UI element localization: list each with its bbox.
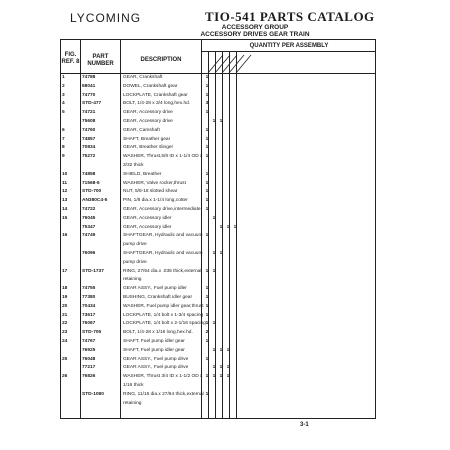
quantity-cell: 1 bbox=[212, 268, 216, 274]
fig-ref-cell: 2 bbox=[62, 83, 65, 89]
description-cell: LOCKPLATE, 1/4 bolt x 1-3/4 spacing bbox=[123, 312, 204, 318]
table-row bbox=[61, 276, 375, 283]
quantity-cell: 3 bbox=[205, 101, 209, 107]
quantity-cell: 1 bbox=[205, 339, 209, 344]
quantity-cell: 1 bbox=[205, 154, 209, 160]
description-cell: SHAFT, Breather gear bbox=[123, 136, 171, 142]
quantity-cell: 1 bbox=[205, 171, 209, 177]
quantity-cell: 1 bbox=[205, 127, 209, 133]
part-number-cell: 77380 bbox=[82, 295, 96, 300]
fig-ref-cell: 25 bbox=[62, 356, 68, 362]
fig-ref-cell: 15 bbox=[62, 215, 68, 221]
part-number-cell: STD-1080 bbox=[82, 391, 104, 397]
fig-ref-cell: 18 bbox=[62, 286, 68, 292]
fig-ref-cell: 16 bbox=[62, 233, 68, 239]
table-row bbox=[61, 312, 375, 319]
table-row bbox=[61, 153, 375, 160]
description-cell: WASHER, Thrust,5/8 ID x 1-1/4 OD x bbox=[123, 154, 203, 160]
fig-ref-cell: 21 bbox=[62, 312, 68, 318]
part-number-cell: 77217 bbox=[82, 365, 96, 371]
table-row bbox=[61, 294, 375, 301]
quantity-cell: 1 bbox=[205, 233, 209, 239]
fig-ref-cell: 9 bbox=[62, 154, 65, 160]
part-number-cell: 76048 bbox=[82, 356, 96, 362]
quantity-cell: 1 bbox=[205, 391, 209, 397]
quantity-cell: 1 bbox=[219, 251, 223, 256]
quantity-cell: 1 bbox=[219, 365, 223, 371]
description-cell: GEAR ASSY., Fuel pump drive bbox=[123, 356, 189, 362]
part-number-cell: 76067 bbox=[82, 321, 96, 327]
description-cell: BUSHING, Crankshaft idler gear bbox=[123, 295, 193, 300]
parts-table bbox=[60, 39, 376, 419]
table-row bbox=[61, 109, 375, 116]
description-cell: GEAR, Accessory drive,intermediate bbox=[123, 207, 201, 212]
part-number-cell: 76826 bbox=[82, 374, 96, 380]
description-cell: WASHER, Valve rocker,thrust bbox=[123, 180, 186, 186]
part-number-cell: 75272 bbox=[82, 154, 96, 160]
part-number-cell: STD-700 bbox=[82, 189, 102, 195]
table-row bbox=[61, 188, 375, 195]
part-number-cell: 76045 bbox=[82, 215, 96, 221]
table-row bbox=[61, 206, 375, 213]
description-cell: pump drive bbox=[123, 242, 147, 248]
part-number-cell: 73617 bbox=[82, 312, 96, 318]
description-cell: GEAR, Accessory idler bbox=[123, 224, 172, 230]
quantity-cell: 1 bbox=[233, 224, 237, 230]
description-cell: WASHER, Thrust 3/4 ID x 1-1/2 OD x bbox=[123, 374, 203, 380]
description-cell: GEAR, Breather slinger bbox=[123, 145, 174, 151]
quantity-cell: 1 bbox=[219, 374, 223, 380]
table-row bbox=[61, 92, 375, 99]
table-row bbox=[61, 400, 375, 407]
fig-ref-cell: 1 bbox=[62, 75, 65, 80]
table-row bbox=[61, 162, 375, 169]
part-number-cell: 68041 bbox=[82, 83, 96, 89]
quantity-cell: 1 bbox=[212, 321, 216, 327]
part-number-cell: 74858 bbox=[82, 171, 96, 177]
col-header-desc: DESCRIPTION bbox=[140, 57, 182, 63]
quantity-cell: 1 bbox=[205, 110, 209, 116]
description-cell: GEAR ASSY., Fuel pump idler bbox=[123, 286, 187, 292]
part-number-cell: 70434 bbox=[82, 303, 96, 309]
table-row bbox=[61, 373, 375, 380]
table-row bbox=[61, 241, 375, 248]
table-row bbox=[61, 118, 375, 125]
part-number-cell: STD-1737 bbox=[82, 268, 104, 274]
part-number-cell: AN380C4-5 bbox=[82, 198, 108, 204]
fig-ref-cell: 17 bbox=[62, 268, 68, 274]
fig-ref-cell: 3 bbox=[62, 92, 65, 98]
table-row bbox=[61, 180, 375, 187]
part-number-cell: 75608 bbox=[82, 119, 96, 124]
quantity-cell: 1 bbox=[205, 312, 209, 318]
part-number-cell: 74788 bbox=[82, 75, 96, 80]
table-row bbox=[61, 391, 375, 398]
description-cell: BOLT, 1/4-28 x 3/4 long,hex.hd. bbox=[123, 101, 191, 107]
page-number: 3-1 bbox=[300, 422, 309, 428]
table-row bbox=[61, 197, 375, 204]
description-cell: GEAR, Accessory idler bbox=[123, 215, 172, 221]
description-cell: PIN, 1/8 dia.x 1-1/4 long,cotter bbox=[123, 198, 188, 204]
table-row bbox=[61, 136, 375, 143]
table-row bbox=[61, 127, 375, 134]
quantity-cell: 1 bbox=[205, 321, 209, 327]
table-row bbox=[61, 74, 375, 81]
quantity-cell: 1 bbox=[205, 180, 209, 186]
description-cell: SHAFT, Fuel pump idler gear bbox=[123, 339, 185, 344]
description-cell: WASHER, Fuel pump idler gear,thrust bbox=[123, 303, 204, 309]
quantity-cell: 1 bbox=[205, 356, 209, 362]
fig-ref-cell: 8 bbox=[62, 145, 65, 151]
quantity-cell: 1 bbox=[205, 207, 209, 212]
part-number-cell: 74749 bbox=[82, 233, 96, 239]
table-row bbox=[61, 83, 375, 90]
header-subtitle: ACCESSORY GROUP bbox=[221, 24, 289, 31]
quantity-cell: 1 bbox=[219, 119, 223, 124]
fig-ref-cell: 10 bbox=[62, 171, 68, 177]
quantity-cell: 1 bbox=[205, 268, 209, 274]
description-cell: pump drive bbox=[123, 259, 147, 265]
part-number-cell: 74722 bbox=[82, 207, 96, 212]
table-row bbox=[61, 347, 375, 354]
table-row bbox=[61, 320, 375, 327]
quantity-cell: 1 bbox=[226, 347, 230, 353]
fig-ref-cell: 19 bbox=[62, 295, 68, 300]
quantity-cell: 1 bbox=[212, 119, 216, 124]
header-subtitle-2: ACCESSORY DRIVES GEAR TRAIN bbox=[200, 31, 310, 38]
table-row bbox=[61, 250, 375, 257]
part-number-cell: 74857 bbox=[82, 136, 96, 142]
col-header-part: PART NUMBER bbox=[87, 54, 114, 67]
table-row bbox=[61, 356, 375, 363]
description-cell: GEAR, Camshaft bbox=[123, 127, 160, 133]
description-cell: SHIELD, Breather bbox=[123, 171, 162, 177]
table-row bbox=[61, 224, 375, 231]
description-cell: retaining bbox=[123, 277, 142, 283]
part-number-cell: 76925 bbox=[82, 347, 96, 353]
quantity-cell: 1 bbox=[205, 374, 209, 380]
part-number-cell: 76096 bbox=[82, 251, 96, 256]
fig-ref-cell: 4 bbox=[62, 101, 65, 107]
description-cell: retaining bbox=[123, 400, 142, 406]
description-cell: SHAFT, Fuel pump idler gear bbox=[123, 347, 185, 353]
fig-ref-cell: 11 bbox=[62, 180, 68, 186]
description-cell: SHAFTGEAR, Hydraulic and vacuum bbox=[123, 251, 203, 256]
table-row bbox=[61, 259, 375, 266]
quantity-cell: 1 bbox=[205, 189, 209, 195]
quantity-cell: 1 bbox=[205, 75, 209, 80]
fig-ref-cell: 5 bbox=[62, 110, 65, 116]
fig-ref-cell: 24 bbox=[62, 339, 68, 344]
quantity-cell: 1 bbox=[226, 365, 230, 371]
description-cell: BOLT, 1/4-28 x 1/16 long,hex.hd. bbox=[123, 330, 193, 336]
quantity-cell: 1 bbox=[205, 303, 209, 309]
description-cell: LOCKPLATE, 1/4 bolt x 2-1/16 spacing bbox=[123, 321, 206, 327]
description-cell: GEAR, Crankshaft bbox=[123, 75, 163, 80]
table-row bbox=[61, 382, 375, 389]
part-number-cell: 74767 bbox=[82, 339, 96, 344]
part-number-cell: 70834 bbox=[82, 145, 96, 151]
description-cell: GEAR, Accessory drive bbox=[123, 110, 173, 116]
fig-ref-cell: 23 bbox=[62, 330, 68, 336]
fig-ref-cell: 13 bbox=[62, 198, 68, 204]
part-number-cell: STD-705 bbox=[82, 330, 102, 336]
fig-ref-cell: 20 bbox=[62, 303, 68, 309]
quantity-cell: 1 bbox=[226, 224, 230, 230]
description-cell: 3/32 thick bbox=[123, 163, 144, 168]
quantity-cell: 1 bbox=[226, 374, 230, 380]
part-number-cell: 74755 bbox=[82, 286, 96, 292]
table-row bbox=[61, 329, 375, 336]
description-cell: GEAR ASSY., Fuel pump drive bbox=[123, 365, 189, 371]
table-row bbox=[61, 268, 375, 275]
description-cell: NUT, 5/8-18 slotted shear bbox=[123, 189, 178, 195]
quantity-cell: 1 bbox=[205, 145, 209, 151]
quantity-cell: 1 bbox=[205, 286, 209, 292]
part-number-cell: 71568-5 bbox=[82, 180, 100, 186]
table-row bbox=[61, 232, 375, 239]
quantity-cell: 2 bbox=[205, 330, 209, 336]
description-cell: DOWEL, Crankshaft gear bbox=[123, 83, 178, 89]
col-header-qty: QUANTITY PER ASSEMBLY bbox=[249, 43, 329, 49]
fig-ref-cell: 6 bbox=[62, 127, 65, 133]
quantity-cell: 1 bbox=[212, 215, 216, 221]
quantity-cell: 1 bbox=[212, 347, 216, 353]
fig-ref-cell: 12 bbox=[62, 189, 68, 195]
fig-ref-cell: 26 bbox=[62, 374, 68, 380]
description-cell: 1/16 thick bbox=[123, 383, 144, 388]
table-row bbox=[61, 364, 375, 371]
quantity-cell: 1 bbox=[205, 136, 209, 142]
quantity-cell: 1 bbox=[219, 347, 223, 353]
quantity-cell: 1 bbox=[205, 295, 209, 300]
quantity-cell: 1 bbox=[205, 198, 209, 204]
table-row bbox=[61, 303, 375, 310]
header-logo: LYCOMING bbox=[70, 11, 142, 25]
table-row bbox=[61, 338, 375, 345]
qty-diagonal-headers bbox=[201, 51, 261, 74]
table-row bbox=[61, 171, 375, 178]
fig-ref-cell: 22 bbox=[62, 321, 68, 327]
quantity-cell: 1 bbox=[212, 251, 216, 256]
quantity-cell: 1 bbox=[205, 83, 209, 89]
description-cell: RING, 27/64 dia.x .035 thick,external bbox=[123, 268, 202, 274]
part-number-cell: 74760 bbox=[82, 127, 96, 133]
table-row bbox=[61, 144, 375, 151]
part-number-cell: 74721 bbox=[82, 110, 96, 116]
header-title: TIO-541 PARTS CATALOG bbox=[205, 9, 375, 24]
description-cell: GEAR, Accessory drive bbox=[123, 119, 173, 124]
description-cell: LOCKPLATE, Crankshaft gear bbox=[123, 92, 188, 98]
quantity-cell: 1 bbox=[212, 365, 216, 371]
fig-ref-cell: 14 bbox=[62, 207, 68, 212]
table-row bbox=[61, 100, 375, 107]
part-number-cell: 75347 bbox=[82, 224, 96, 230]
description-cell: RING, 11/16 dia.x 27/64 thick,external bbox=[123, 391, 204, 397]
quantity-cell: 1 bbox=[219, 224, 223, 230]
part-number-cell: 74770 bbox=[82, 92, 96, 98]
fig-ref-cell: 7 bbox=[62, 136, 65, 142]
part-number-cell: STD-477 bbox=[82, 101, 102, 107]
table-row bbox=[61, 285, 375, 292]
col-header-fig: FIG. REF. 8 bbox=[61, 52, 80, 65]
quantity-cell: 1 bbox=[212, 374, 216, 380]
table-row bbox=[61, 215, 375, 222]
description-cell: SHAFTGEAR, Hydraulic and vacuum bbox=[123, 233, 203, 239]
quantity-cell: 1 bbox=[205, 92, 209, 98]
